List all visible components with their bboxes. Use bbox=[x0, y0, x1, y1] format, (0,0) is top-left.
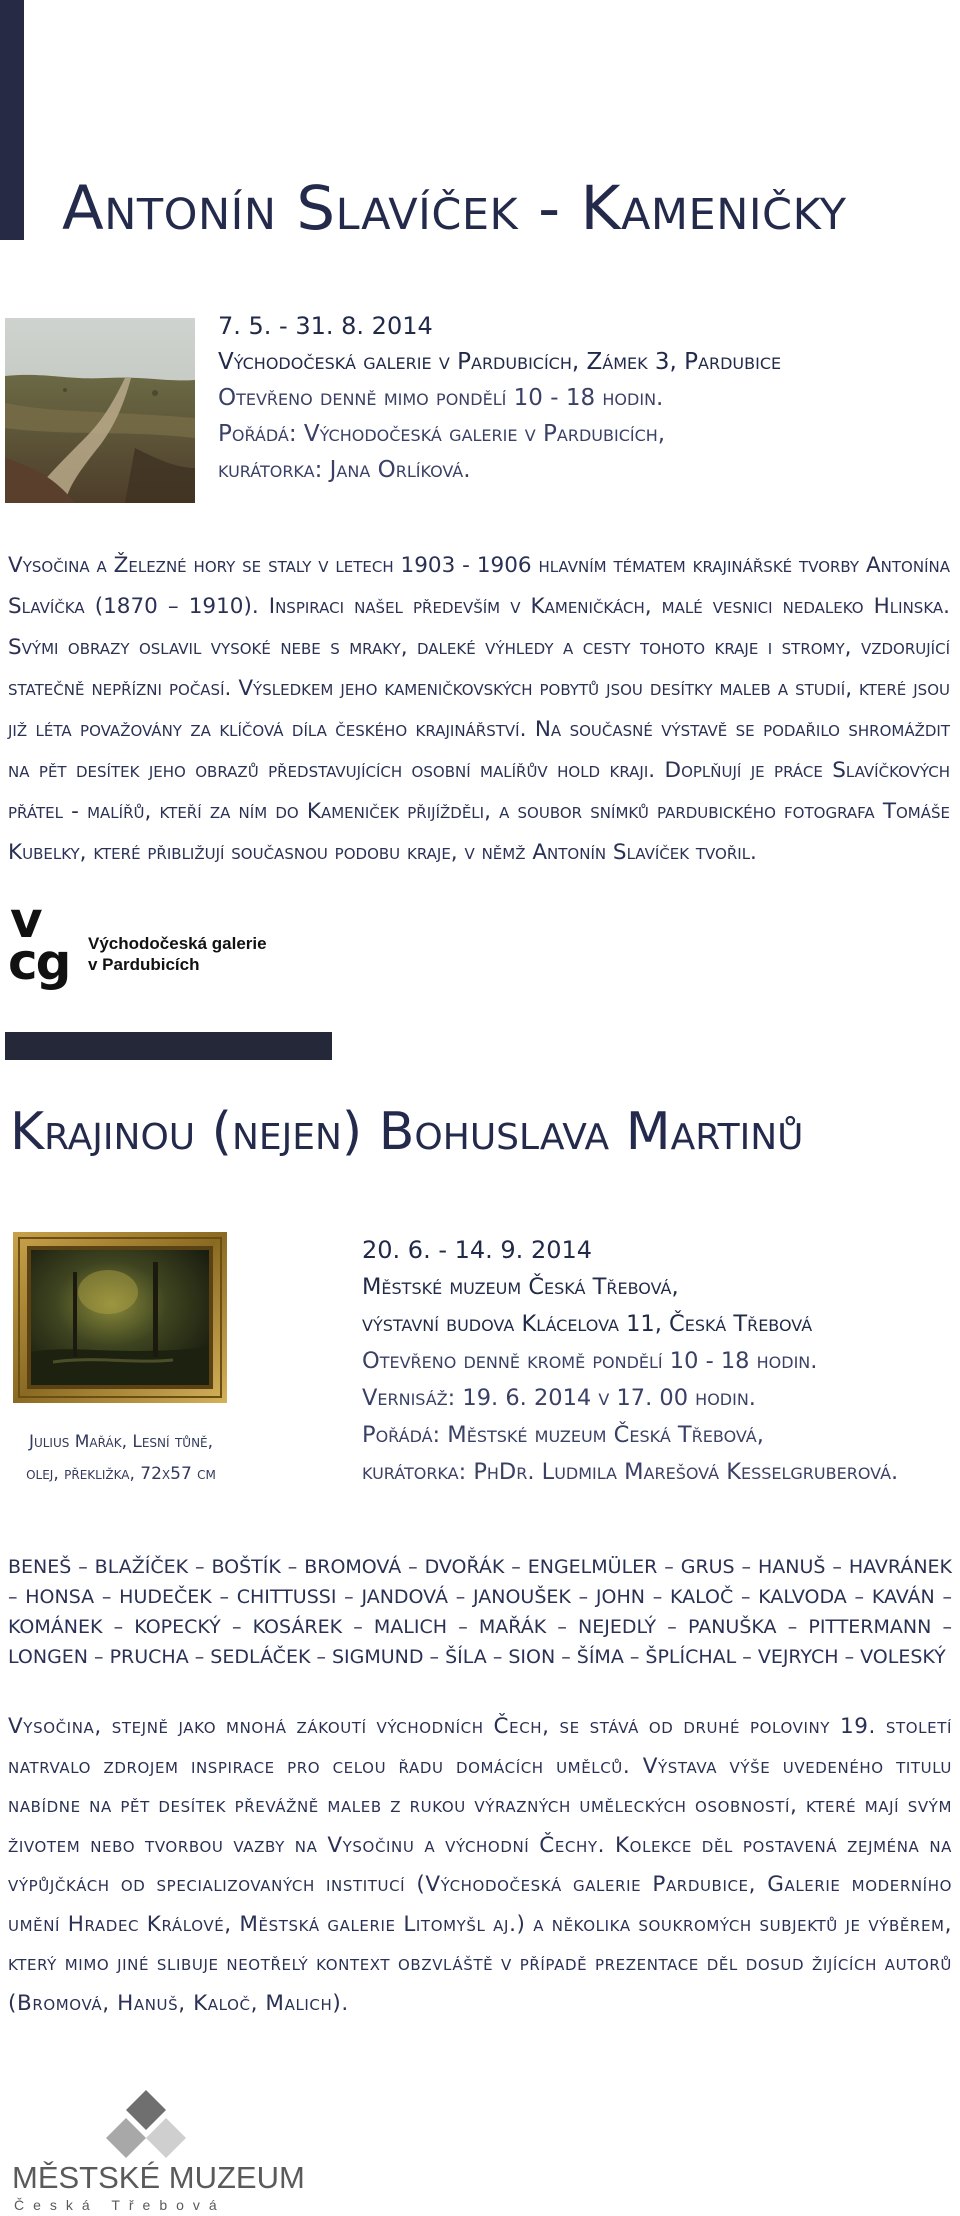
museum-logo-line1: MĚSTSKÉ MUZEUM bbox=[12, 2160, 305, 2195]
museum-logo-line2: Česká Třebová bbox=[14, 2197, 226, 2213]
exhibition2-vernissage: Vernisáž: 19. 6. 2014 v 17. 00 hodin. bbox=[362, 1385, 756, 1411]
exhibition2-curator: kurátorka: PhDr. Ludmila Marešová Kesselgruberová. bbox=[362, 1459, 899, 1485]
exhibition2-hours: Otevřeno denně kromě pondělí 10 - 18 hodin. bbox=[362, 1348, 818, 1374]
painting-caption bbox=[6, 1426, 236, 1490]
slavicek-painting-image bbox=[5, 318, 195, 503]
accent-bar-horizontal bbox=[5, 1032, 332, 1060]
mestske-muzeum-logo bbox=[6, 2080, 305, 2216]
vcg-logo bbox=[8, 891, 298, 991]
exhibition1-hours: Otevřeno denně mimo pondělí 10 - 18 hodin. bbox=[218, 385, 664, 411]
exhibition2-description: Vysočina, stejně jako mnohá zákoutí východních Čech, se stává od druhé poloviny 19. století natrvalo zdrojem inspirace pro celou řadu domácích umělců. Výstava výše uvedeného titulu nabídne na pět desítek převážně maleb z rukou výrazných uměleckých osobností, které mají svým životem nebo tvorbou vazby na Vysočinu a východní Čechy. Kolekce děl postavená zejména na výpůjčkách od specializovaných institucí (Východočeská galerie Pardubice, Galerie moderního umění Hradec Králové, Městská galerie Litomyšl aj.) a několika soukromých subjektů je výběrem, který mimo jiné slibuje neotřelý kontext obzvláště v případě prezentace děl dosud žijících autorů (Bromová, Hanuš, Kaloč, Malich). bbox=[8, 1714, 952, 2016]
exhibition2-venue-line1: Městské muzeum Česká Třebová, bbox=[362, 1274, 679, 1300]
exhibition2-dates: 20. 6. - 14. 9. 2014 bbox=[362, 1236, 593, 1264]
logo-mark-top: v bbox=[10, 891, 43, 949]
logo-line2: v Pardubicích bbox=[88, 955, 200, 974]
logo-mark-bottom: cg bbox=[8, 933, 70, 991]
exhibition2-info bbox=[362, 1232, 947, 1491]
artist-list: BENEŠ – BLAŽÍČEK – BOŠTÍK – BROMOVÁ – DVOŘÁK – ENGELMÜLER – GRUS – HANUŠ – HAVRÁNEK – HONSA – HUDEČEK – CHITTUSSI – JANDOVÁ – JANOUŠEK – JOHN – KALOČ – KALVODA – KAVÁN – KOMÁNEK – KOPECKÝ – KOSÁREK – MALICH – MAŘÁK – NEJEDLÝ – PANUŠKA – PITTERMANN – LONGEN – PRUCHA – SEDLÁČEK – SIGMUND – ŠÍLA – SION – ŠÍMA – ŠPLÍCHAL – VEJRYCH – VOLESKÝ bbox=[8, 1556, 952, 1668]
exhibition1-curator: kurátorka: Jana Orlíková. bbox=[218, 457, 471, 483]
exhibition2-venue-line2: výstavní budova Klácelova 11, Česká Třebová bbox=[362, 1311, 813, 1337]
exhibition1-dates: 7. 5. - 31. 8. 2014 bbox=[218, 312, 433, 340]
exhibition1-organizer: Pořádá: Východočeská galerie v Pardubicích, bbox=[218, 421, 666, 447]
logo-line1: Východočeská galerie bbox=[88, 934, 267, 953]
marak-painting-image bbox=[13, 1232, 227, 1403]
caption-line1: Julius Mařák, Lesní tůně, bbox=[28, 1432, 214, 1452]
accent-bar-vertical bbox=[0, 0, 24, 240]
exhibition2-organizer: Pořádá: Městské muzeum Česká Třebová, bbox=[362, 1422, 764, 1448]
exhibition1-venue: Východočeská galerie v Pardubicích, Zámek 3, Pardubice bbox=[218, 349, 782, 375]
exhibition1-info bbox=[218, 308, 938, 488]
museum-emblem-icon bbox=[106, 2090, 186, 2158]
exhibition2-title: Krajinou (nejen) Bohuslava Martinů bbox=[10, 1102, 804, 1162]
exhibition1-title: Antonín Slavíček - Kameničky bbox=[62, 173, 847, 244]
exhibition1-description: Vysočina a Železné hory se staly v letech 1903 - 1906 hlavním tématem krajinářské tvorby Antonína Slavíčka (1870 – 1910). Inspiraci našel především v Kameničkách, malé vesnici nedaleko Hlinska. Svými obrazy oslavil vysoké nebe s mraky, daleké výhledy a cesty tohoto kraje i stromy, vzdorující statečně nepřízni počasí. Výsledkem jeho kameničkovských pobytů jsou desítky maleb a studií, které jsou již léta považovány za klíčová díla českého krajinářství. Na současné výstavě se podařilo shromáždit na pět desítek jeho obrazů představujících osobní malířův hold kraji. Doplňují je práce Slavíčkových přátel - malířů, kteří za ním do Kameniček přijížděli, a soubor snímků pardubického fotografa Tomáše Kubelky, které přibližují současnou podobu kraje, v němž Antonín Slavíček tvořil. bbox=[8, 553, 950, 865]
caption-line2: olej, překližka, 72x57 cm bbox=[26, 1464, 216, 1484]
